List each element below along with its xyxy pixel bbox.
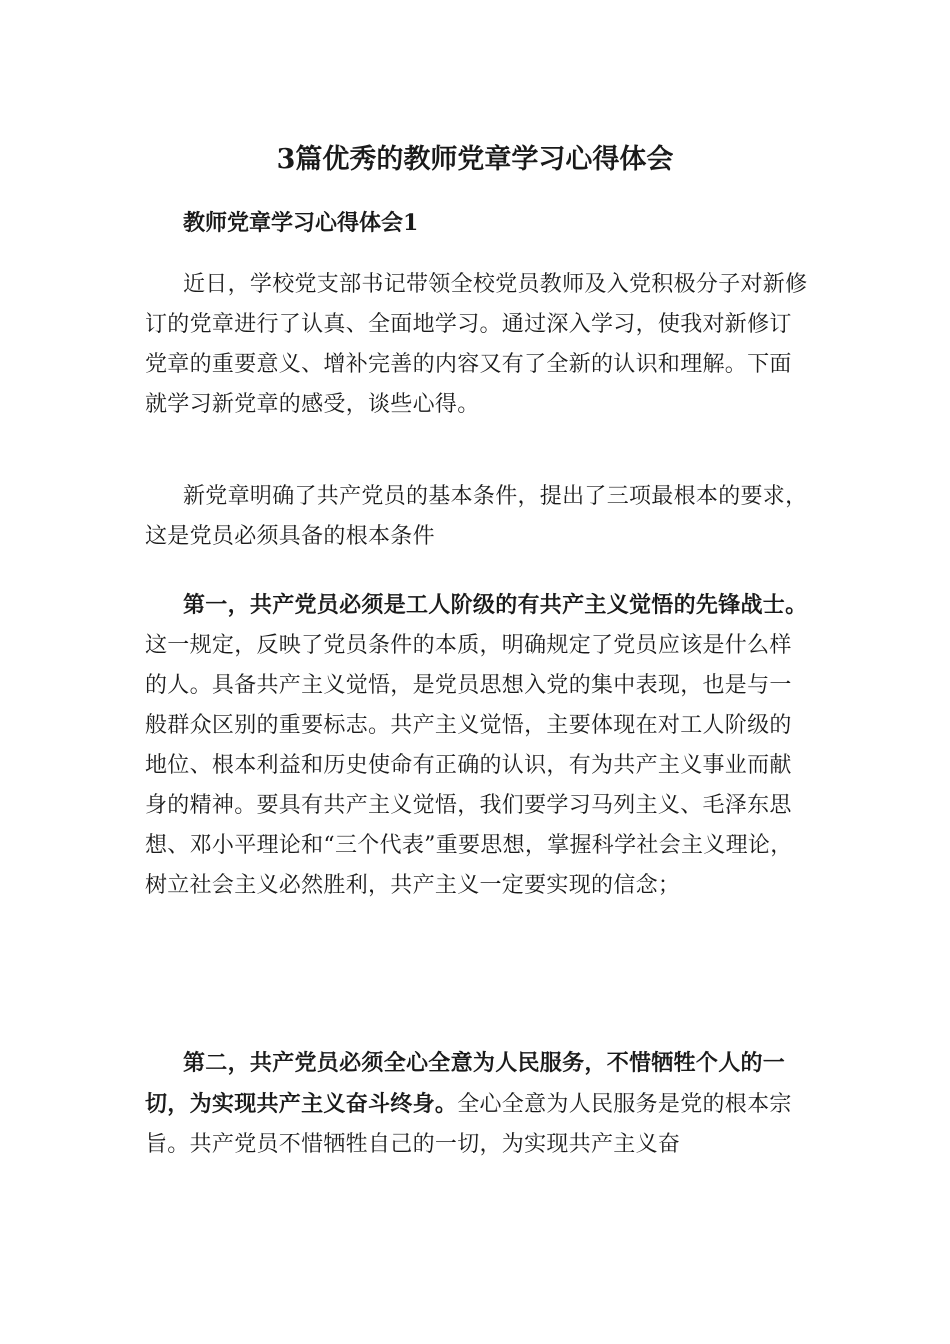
paragraph-second-point [145, 1043, 810, 1165]
paragraph-requirements [145, 476, 810, 557]
section-heading: 教师党章学习心得体会1 [183, 210, 419, 236]
paragraph-lead: 第二，共产党员必须全心全意为人民服务，不惜牺牲个人的一切，为实现共产主义奋斗终身。 [145, 1050, 786, 1117]
paragraph-first-point [145, 585, 810, 906]
paragraph-text: 新党章明确了共产党员的基本条件，提出了三项最根本的要求，这是党员必须具备的根本条件 [145, 484, 808, 549]
paragraph-lead: 第一，共产党员必须是工人阶级的有共产主义觉悟的先锋战士。 [183, 592, 808, 618]
paragraph-text: 这一规定，反映了党员条件的本质，明确规定了党员应该是什么样的人。具备共产主义觉悟，是党员思想入党的集中表现，也是与一般群众区别的重要标志。共产主义觉悟，主要体现在对工人阶级的地位、根本利益和历史使命有正确的认识，有为共产主义事业而献身的精神。要具有共产主义觉悟，我们要学习马列主义、毛泽东思想、邓小平理论和“三个代表”重要思想，掌握科学社会主义理论，树立社会主义必然胜利，共产主义一定要实现的信念； [145, 633, 793, 898]
paragraph-text: 近日，学校党支部书记带领全校党员教师及入党积极分子对新修订的党章进行了认真、全面地学习。通过深入学习，使我对新修订党章的重要意义、增补完善的内容又有了全新的认识和理解。下面就学习新党章的感受，谈些心得。 [145, 272, 808, 417]
paragraph-text: 全心全意为人民服务是党的根本宗旨。共产党员不惜牺牲自己的一切，为实现共产主义奋 [145, 1092, 792, 1157]
document-title: 3篇优秀的教师党章学习心得体会 [276, 144, 674, 175]
paragraph-intro [145, 264, 810, 425]
